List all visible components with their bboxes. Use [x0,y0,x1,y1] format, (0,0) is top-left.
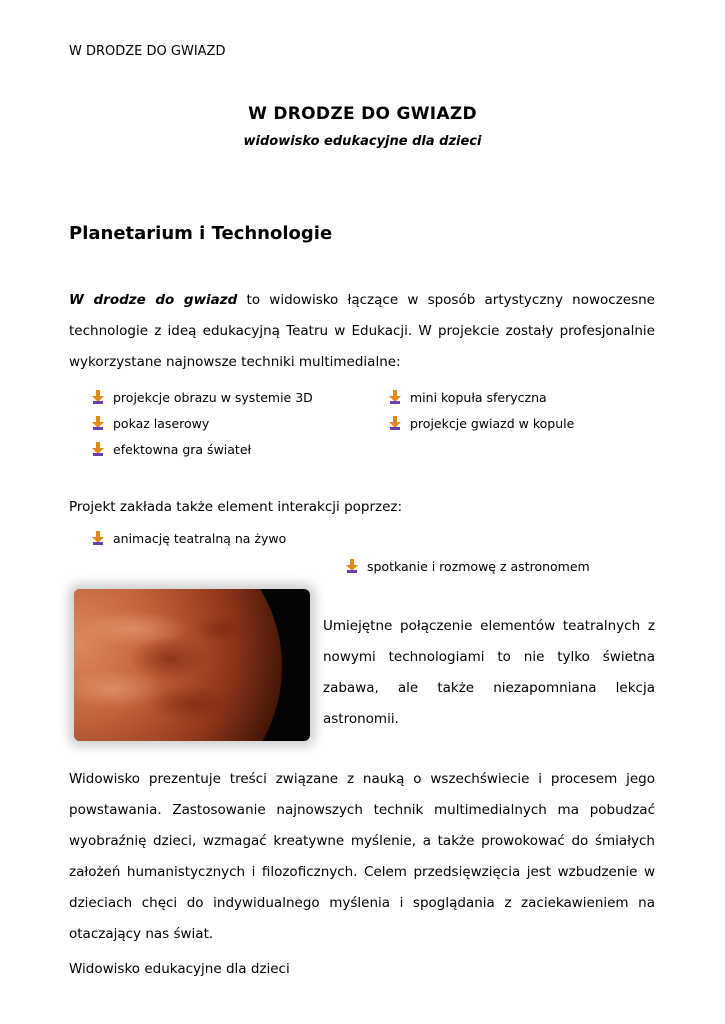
intro-text: to widowisko łączące w sposób artystyczny nowoczesne technologie z ideą edukacyjną Teatru w Edukacji. W projekcie zostały profesjonalnie wykorzystane najnowsze techniki multimedialne: [69,292,655,370]
list-item-label: projekcje obrazu w systemie 3D [113,390,313,405]
section-heading: Planetarium i Technologie [69,223,333,244]
body-paragraph: Widowisko prezentuje treści związane z nauką o wszechświecie i procesem jego powstawania. Zastosowanie najnowszych technik multimedialnych ma pobudzać wyobraźnię dzieci, wzmagać kreatywne myślenie, a także prowokować do śmiałych założeń humanistycznych i filozoficznych. Celem przedsięwzięcia jest wzbudzenie w dzieciach chęci do indywidualnego myślenia i spoglądania z zaciekawieniem na otaczający nas świat. [69,771,655,942]
list-item [389,415,574,433]
down-arrow-bullet-icon [389,416,401,430]
list-item-label: efektowna gra świateł [113,442,252,457]
planet-illustration [74,589,310,741]
list-item-label: animację teatralną na żywo [113,531,287,546]
planet-image [74,589,310,741]
down-arrow-bullet-icon [346,559,358,573]
list-item-label: projekcje gwiazd w kopule [410,416,575,431]
document-subtitle: widowisko edukacyjne dla dzieci [243,134,482,149]
document-title: W DRODZE DO GWIAZD [248,104,477,124]
down-arrow-bullet-icon [92,442,104,456]
list-item [92,415,209,433]
list-item [92,389,313,407]
down-arrow-bullet-icon [389,390,401,404]
down-arrow-bullet-icon [92,390,104,404]
intro-paragraph [69,285,655,378]
running-header: W DRODZE DO GWIAZD [69,44,226,59]
intro-lead: W drodze do gwiazd [69,292,238,308]
side-paragraph: Umiejętne połączenie elementów teatralnych z nowymi technologiami to nie tylko świetna zabawa, ale także niezapomniana lekcja astronomii. [323,618,655,727]
down-arrow-bullet-icon [92,416,104,430]
list-item [389,389,547,407]
list-item [346,558,590,576]
list-item [92,530,286,548]
page-footer: Widowisko edukacyjne dla dzieci [69,961,290,977]
list-item [92,441,251,459]
list-item-label: pokaz laserowy [113,416,210,431]
list-item-label: spotkanie i rozmowę z astronomem [367,559,590,574]
list-item-label: mini kopuła sferyczna [410,390,547,405]
down-arrow-bullet-icon [92,531,104,545]
interaction-intro: Projekt zakłada także element interakcji poprzez: [69,499,403,515]
